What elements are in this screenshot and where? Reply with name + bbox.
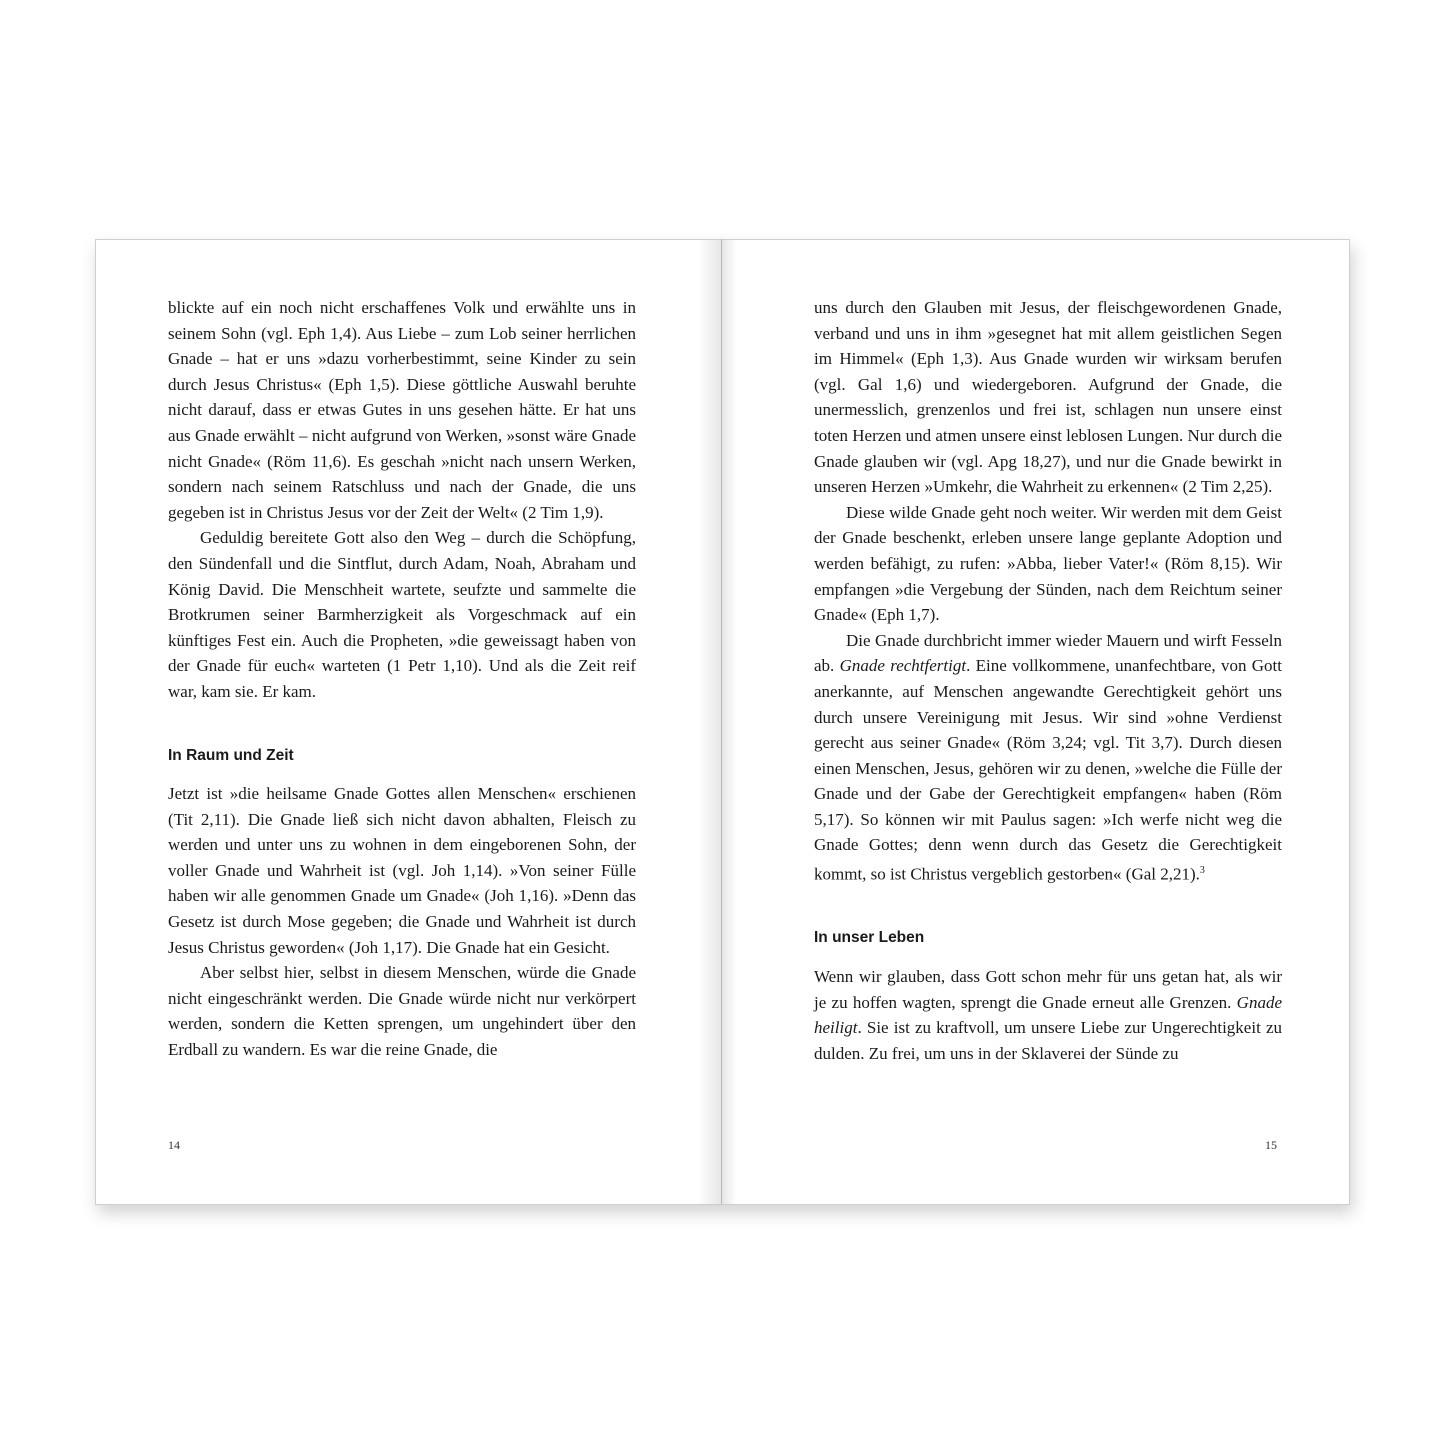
right-page	[722, 239, 1350, 1205]
paragraph: uns durch den Glauben mit Jesus, der fleischgewordenen Gnade, verband und uns in ihm »gesegnet hat mit allem geistlichen Segen im Himmel« (Eph 1,3). Aus Gnade wurden wir wirksam berufen (vgl. Gal 1,6) und wiedergeboren. Aufgrund der Gnade, die unermesslich, grenzenlos und frei ist, schlagen nun unsere einst toten Herzen und atmen unsere einst leblosen Lungen. Nur durch die Gnade glauben wir (vgl. Apg 18,27), und nur die Gnade bewirkt in unseren Herzen »Umkehr, die Wahrheit zu erkennen« (2 Tim 2,25).	[814, 298, 1282, 497]
italic-phrase: Gnade heiligt	[814, 992, 1282, 1038]
paragraph	[814, 964, 1282, 1066]
paragraph: Aber selbst hier, selbst in diesem Menschen, würde die Gnade nicht eingeschränkt werden. Die Gnade würde nicht nur verkörpert werden, sondern die Ketten sprengen, um ungehindert über den Erdball zu wandern. Es war die reine Gnade, die	[168, 963, 636, 1060]
page-number: 15	[1265, 1138, 1277, 1152]
italic-phrase: Gnade rechtfertigt	[839, 656, 967, 676]
paragraph: Jetzt ist »die heilsame Gnade Gottes allen Menschen« erschienen (Tit 2,11). Die Gnade ließ sich nicht davon abhalten, Fleisch zu werden und unter uns zu wohnen in dem eingeborenen Sohn, der voller Gnade und Wahrheit ist (vgl. Joh 1,14). »Von seiner Fülle haben wir alle genommen Gnade um Gnade« (Joh 1,16). »Denn das Gesetz ist durch Mose gegeben; die Gnade und Wahrheit ist durch Jesus Christus geworden« (Joh 1,17). Die Gnade hat ein Gesicht.	[168, 784, 636, 957]
footnote-marker: 3	[1199, 865, 1205, 877]
left-page	[95, 239, 722, 1205]
gutter-shadow-left	[698, 240, 722, 1204]
paragraph	[814, 628, 1282, 888]
right-page-body	[814, 295, 1282, 1066]
section-heading: In unser Leben	[814, 929, 925, 947]
page-number: 14	[168, 1138, 180, 1152]
book-spread	[95, 239, 1350, 1205]
text-run: Wenn wir glauben, dass Gott schon mehr für uns getan hat, als wir je zu hoffen wagten, sprengt die Gnade erneut alle Grenzen.	[814, 966, 1282, 1012]
left-page-body	[168, 295, 636, 1063]
paragraph: blickte auf ein noch nicht erschaffenes Volk und erwählte uns in seinem Sohn (vgl. Eph 1,4). Aus Liebe – zum Lob seiner herrlichen Gnade – hat er uns »dazu vorherbestimmt, seine Kinder zu sein durch Jesus Christus« (Eph 1,5). Diese göttliche Auswahl beruhte nicht darauf, dass er etwas Gutes in uns gesehen hätte. Er hat uns aus Gnade erwählt – nicht aufgrund von Werken, »sonst wäre Gnade nicht Gnade« (Röm 11,6). Es geschah »nicht nach unsern Werken, sondern nach seinem Ratschluss und nach der Gnade, die uns gegeben ist in Christus Jesus vor der Zeit der Welt« (2 Tim 1,9).	[168, 298, 636, 522]
paragraph: Geduldig bereitete Gott also den Weg – durch die Schöpfung, den Sündenfall und die Sintflut, durch Adam, Noah, Abraham und König David. Die Menschheit wartete, seufzte und sammelte die Brotkrumen seiner Barmherzigkeit als Vorgeschmack auf ein künftiges Fest ein. Auch die Propheten, »die geweissagt haben von der Gnade für euch« warteten (1 Petr 1,10). Und als die Zeit reif war, kam sie. Er kam.	[168, 528, 636, 701]
paragraph: Diese wilde Gnade geht noch weiter. Wir werden mit dem Geist der Gnade beschenkt, erleben unsere lange geplante Adoption und werden befähigt, zu rufen: »Abba, lieber Vater!« (Röm 8,15). Wir empfangen »die Vergebung der Sünden, nach dem Reichtum seiner Gnade« (Eph 1,7).	[814, 502, 1282, 625]
spine-fold	[721, 239, 722, 1205]
text-run: Die Gnade durchbricht immer wieder Mauern und wirft Fesseln ab.	[814, 630, 1282, 676]
gutter-shadow-right	[722, 240, 736, 1204]
text-run: . Eine vollkommene, unanfechtbare, von Gott anerkannte, auf Menschen angewandte Gerechtigkeit gehört uns durch unsere Vereinigung mit Jesus. Wir sind »ohne Verdienst gerecht aus seiner Gnade« (Röm 3,24; vgl. Tit 3,7). Durch diesen einen Menschen, Jesus, gehören wir zu denen, »welche die Fülle der Gnade und der Gabe der Gerechtigkeit empfangen« haben (Röm 5,17). So können wir mit Paulus sagen: »Ich werfe nicht weg die Gnade Gottes; denn wenn durch das Gesetz die Gerechtigkeit kommt, so ist Christus vergeblich gestorben« (Gal 2,21).	[814, 656, 1282, 884]
text-run: . Sie ist zu kraftvoll, um unsere Liebe zur Ungerechtigkeit zu dulden. Zu frei, um uns in der Sklaverei der Sünde zu	[814, 1018, 1282, 1063]
section-heading: In Raum und Zeit	[168, 746, 294, 764]
